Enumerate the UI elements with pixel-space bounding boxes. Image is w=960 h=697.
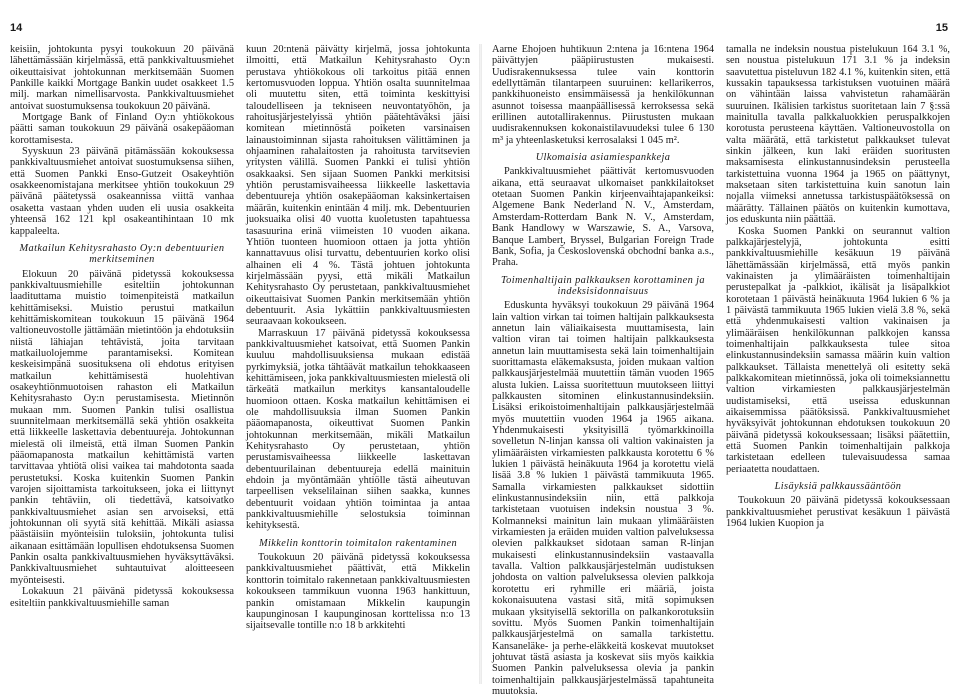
page-number-right: 15 [935,22,948,34]
section-heading: Mikkelin konttorin toimitalon rakentaminen [258,537,458,549]
paragraph: Toukokuun 20 päivänä pidetyssä kokouksessaan pankkivaltuusmiehet perustivat kesäkuun 1 päivästä 1964 lukien Kuopion ja [726,495,950,530]
paragraph: kuun 20:ntenä päivätty kirjelmä, jossa johtokunta ilmoitti, että Matkailun Kehitysrahasto Oy:n perustava yhtiökokous oli tarkoitus pitää ennen kertomusvuoden loppua. Yhtiön osalta suunnitelmaa oli muutettu siten, että toiminta keskittyisi taloudelliseen ja tekniseen neuvontatyöhön, ja rahoitusjärjestelyissä yhtiön päätehtäväksi jäisi komitean mietinnöstä poiketen varsinaisen lainaustoiminnan sijasta rahoituksen välittäminen ja ohjaaminen rahalaitosten ja rahoitusta tarvitsevien yritysten välillä. Suomen Pankki ei tulisi yhtiön osakkaaksi. Sen sijaan Suomen Pankki merkitsisi yhtiön perustamisvaiheessa liikkeelle laskettavia debentuureja yhtiön osakepääoman kaksinkertaisen määrän, kuitenkin enintään 4 milj. mk. Debentuurien juoksuaika olisi 40 vuotta kuoletusten tapahtuessa tasasuurina erinä viimeisten 10 vuoden aikana. Yhtiön tuonteen huomioon ottaen ja jotta yhtiön kannattavuus olisi turvattu, debentuurien korko olisi alhainen eli 4 %. Tästä johtuen johtokunta kirjelmässään pyysi, että mikäli Matkailun Kehitysrahasto Oy perustetaan, pankkivaltuusmiehet oikeuttaisivat Suomen Pankin merkitsemään yhtiön debentuurit. Asia lykättiin pankkivaltuusmiesten seuraavaan kokoukseen. [246,44,470,328]
section-heading: Matkailun Kehitysrahasto Oy:n debentuurien merkitseminen [19,242,225,266]
column-1 [10,44,234,684]
column-4 [726,44,950,684]
paragraph: Elokuun 20 päivänä pidetyssä kokouksessa pankkivaltuusmiehille esiteltiin johtokunnan laadituttama muistio toimenpiteistä matkailun kehittämiseksi. Muistio perustui matkailun kehittämiskomitean toukokuun 15 päivänä 1964 valtioneuvostolle jättämään mietintöön ja ehdotuksiin niistä lähiajan tehtävistä, joita tarvitaan matkailuolojemme parantamiseksi. Komitean keskeisimpänä suosituksena oli ehdotus erityisen matkailun kehittämisestä huolehtivan osakeyhtiönmuotoisen rahaston eli Matkailun Kehitysrahasto Oy:n perustamisesta. Mietinnön mukaan mm. Suomen Pankin tulisi osallistua suunnitelmaan merkitsemällä sekä yhtiön osakkeita että liikkeelle laskettavia debentuureja. Johtokunnan mielestä oli ilmeistä, että ilman Suomen Pankin pääomapanosta matkailun kehittämistä varten tarvittavaa yhtiötä olisi vaikea tai mahdotonta saada perustetuksi. Koska kuitenkin Suomen Pankin varojen sijoittamista tarkoitukseen, joka ei liittynyt pankin tehtäviin, oli tiedettävä, katsoivatko pankkivaltuusmiehet asian sen arvoiseksi, että johtokunnan oli syytä sitä kehittää. Mikäli asiassa päästäisiin myönteisiin tuloksiin, johtokunta tulisi aikanaan esittämään lopullisen ehdotuksensa Suomen Pankin osalta pankkivaltuusmiehen hyväksyttäväksi. Pankkivaltuusmiehet suhtautuivat aloitteeseen myönteisesti. [10,268,234,586]
paragraph: Aarne Ehojoen huhtikuun 2:ntena ja 16:ntena 1964 päivättyjen pääpiirustusten mukaisesti. Uudisrakennuksessa tulee vain konttorin edellyttämän tilantarpeen suuruinen: kellarikerros, pankkihuoneisto ensimmäisessä ja henkilökunnan asunnot toisessa maanpäällisessä kerroksessa sekä erillinen autotallirakennus. Piirustusten mukaan uudisrakennuksen kokonaistilavuudeksi tulee 6 130 m³ ja yhteenlasketuksi kerrosalaksi 1 045 m². [492,44,714,146]
section-heading: Ulkomaisia asiamiespankkeja [535,152,671,164]
paragraph: Mortgage Bank of Finland Oy:n yhtiökokous päätti saman toukokuun 29 päivänä osakepääoman korottamisesta. [10,112,234,146]
paragraph: Lokakuun 21 päivänä pidetyssä kokouksessa esiteltiin pankkivaltuusmiehille saman [10,586,234,609]
paragraph: Syyskuun 23 päivänä pitämässään kokouksessa pankkivaltuusmiehet antoivat suostumuksensa siihen, että Suomen Pankki Enso-Gutzeit Osakeyhtiön osakkeenomistajana merkitsee yhtiön toukokuun 29 päivänä päätetyssä osakeannissa viittä vanhaa osaketta vastaan yhden uuden eli uusia osakkeita yhteensä 162 121 kpl osakeantihintaan 10 mk kappaleelta. [10,146,234,237]
column-3 [492,44,714,697]
section-heading: Lisäyksiä palkkaussääntöön [774,481,902,493]
paragraph: Koska Suomen Pankki on seurannut valtion palkkajärjestelyjä, johtokunta esitti pankkivaltuusmiehille kesäkuun 19 päivänä lähettämässään kirjelmässä, että myös pankin vakinaisten ja ylimääräisten toimenhaltijain perustepalkat ja -palkkiot, ikälisät ja lisäpalkkiot korotetaan 1 päivästä heinäkuuta 1964 lukien 6 % ja 1 päivästä tammikuuta 1965 lukien vielä 3.8 %, sekä että yhdenmukaisesti valtion vakinaisen ja ylimääräisen henkilökunnan palkkojen kanssa toimenhaltijain palkkauksesta tulee sitoa elinkustannusindeksiin samassa määrin kuin valtion palkkaukset. Tällaista menettelyä oli esitetty sekä palkkakomitean mietinnössä, joka oli toimeksiannettu valtion virkamiesten palkkausjärjestelmän uudistamiseksi, että useissa eduskunnan aikaisemmissa päätöksissä. Pankkivaltuusmiehet hyväksyivät johtokunnan ehdotuksen toukokuun 20 päivänä pidetyssä kokouksessaan; lisäksi päätettiin, että Suomen Pankin toimenhaltijain palkkoja tarkistetaan edelleen tulevaisuudessa samaa periaatetta noudattaen. [726,225,950,475]
column-2 [246,44,470,684]
book-spread [0,44,960,697]
page-gutter [479,44,482,684]
page-number-left: 14 [10,22,23,34]
paragraph: keisiin, johtokunta pysyi toukokuun 20 päivänä lähettämässään kirjelmässä, että pankkivaltuusmiehet oikeuttaisivat johtokunnan merkitsemään Suomen Pankille kaikki Mortgage Bankin uudet osakkeet 1.5 milj. markan nimellisarvosta. Pankkivaltuusmiehet antoivat suostumuksensa toukokuun 20 päivänä. [10,44,234,112]
section-heading: Toimenhaltijain palkkauksen korottaminen ja indeksisidonnaisuus [500,274,706,297]
paragraph: Toukokuun 20 päivänä pidetyssä kokouksessa pankkivaltuusmiehet päättivät, että Mikkelin konttorin toimitalo rakennetaan pankkivaltuusmiesten kokoukseen tammikuun vuonna 1963 hankittuun, pankin omistamaan Mikkelin kaupungin kaupunginosan I kaupunginosan korttelissa n:o 13 sijaitsevalle tontille n:o 18 b arkkitehti [246,552,470,632]
paragraph: Pankkivaltuusmiehet päättivät kertomusvuoden aikana, että seuraavat ulkomaiset pankkilaitokset otetaan Suomen Pankin kirjeenvaihtajapankeiksi: Algemene Bank Nederland N. V., Amsterdam, Amsterdam-Rotterdam Bank N. V., Amsterdam, Bank Handlowy w Warszawie, S. A., Varsova, Banque Lambert, Bryssel, Bulgarian Foreign Trade Bank, Sofia, ja Československá obchodní banka a.s., Praha. [492,166,714,269]
paragraph: Eduskunta hyväksyi toukokuun 29 päivänä 1964 lain valtion virkan tai toimen haltijain palkkauksesta annetun lain väliaikaisesta muuttamisesta, lain valtion viran tai toimen haltijain palkkauksesta annetun lain muuttamisesta sekä lain toimenhaltijain suorittamasta eläkemaksusta, joiden mukaan valtion palkkausjärjestelmää muutettiin tämän vuoden 1965 alusta lukien. Laissa suoritettuun muutokseen liittyi palkkausten sitominen elinkustannusindeksiin. Lisäksi erikoistoimenhaltijain palkkausjärjestelmää myös muutettiin vuoden 1964 ja 1965 aikana. Yhdenmukaisesti yksityisillä työmarkkinoilla sovelletun N-linjan kanssa oli valtion vakinaisten ja ylimääräisten virkamiesten palkkausta korotettu 6 % lukien 1 päivästä heinäkuuta 1964 ja korotettu vielä lisää 3.8 % lukien 1 päivästä tammikuuta 1965. Samalla virkamiesten palkkaukset sidottiin elinkustannusindeksiin niin, että palkkoja tarkistetaan vuotuisen indeksin noustua 3 %. Kolmanneksi mainitun lain mukaan ylimääräisten virkamiesten ja eräiden muiden valtion palveluksessa olevien palkkaukset sidotaan saman R-linjan mukaisesti elinkustannusindeksiin vastaavalla tavalla. Valtion palkkausjärjestelmän uudistuksen johdosta on valtion palveluksessa olevien palkkoja korotettu eri ryhmille eri määriä, joista kokonaisuutena vastasi sitä, mitä sopimuksen mukaan yksityisellä sektorilla on palkankorotuksiin sovittu. Myös Suomen Pankin toimenhaltijain palkkausjärjestelmä on samalla tarkistettu. Kansaneläke- ja perhe-eläkkeitä koskevat muutokset johtuvat tästä asiasta ja koskevat siis myös kaikkia Suomen Pankin palveluksessa olevia ja pankin toimenhaltijain palkkausjärjestelmässä tapahtuneita muutoksia. [492,300,714,697]
paragraph: Marraskuun 17 päivänä pidetyssä kokouksessa pankkivaltuusmiehet katsoivat, että Suomen Pankin kuuluu mahdollisuuksiensa mukaan edistää pyrkimyksiä, jotka tähtäävät matkailun tehokkaaseen kehittämiseen, joka pankkivaltuusmiesten mielestä oli tärkeätä matkailun merkitys kansantaloudelle huomioon ottaen. Koska matkailun kehittämisen ei ole mahdollisuuksia ilman Suomen Pankin pääomapanosta, oikeuttivat Suomen Pankin johtokunnan merkitsemään, mikäli Matkailun Kehitysrahasto Oy perustetaan, yhtiön perustamisvaiheessa liikkeelle laskettavan debentuurilainan debentuureja edellä mainituin ehdoin ja myöntämään yhtiölle tästä aiheutuvan tarpeellisen vekselilainan siihen saakka, kunnes debentuurit voidaan yhtiön toimintaa ja antaa pankkivaltuusmiehille selostuksia toiminnan kehityksestä. [246,327,470,532]
paragraph: tamalla ne indeksin noustua pistelukuun 164 3.1 %, sen noustua pistelukuun 171 3.1 % ja indeksin saavutettua pisteluvun 182 4.1 %, kuitenkin siten, että kussakin tapauksessa tarkistuksen vuotuinen määrä on vähintään laissa vahvistetun rahamäärän suuruinen. Ikälisien tarkistus suoritetaan lain 7 §:ssä mainitulla tavalla palkkaluokkien peruspalkkojen korotusta perusteena käyttäen. Valtioneuvostolla on valta määrätä, että tarkistetut palkkaukset tulevat sinkin jälkeen, kun laki eräiden suoritusten maksamisesta elinkustannusindeksin perusteella tarkistettuina vuonna 1964 ja 1965 on päättynyt, maksetaan siten tarkistettuina kuin sanotun lain nojalla viimeksi annetussa tarkistuspäätöksessä on määrätty. Tällainen päätös on kuitenkin kumottava, jos eduskunta niin päättää. [726,44,950,226]
